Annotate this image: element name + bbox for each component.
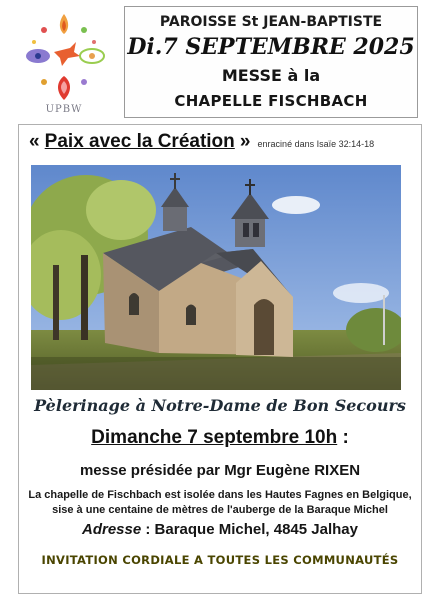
address-value: : Baraque Michel, 4845 Jalhay: [141, 521, 358, 538]
schedule-line: [19, 427, 421, 449]
pilgrimage-title: Pèlerinage à Notre-Dame de Bon Secours: [34, 396, 406, 415]
open-quote: «: [29, 131, 40, 152]
mass-label: MESSE à la: [221, 66, 321, 85]
schedule-suffix: :: [337, 427, 349, 448]
main-flyer-box: [18, 124, 422, 594]
address-label: Adresse: [82, 521, 142, 538]
theme-line: [29, 131, 413, 153]
description-line-2: sise à une centaine de mètres de l'auberge de la Baraque Michel: [52, 504, 388, 516]
chapel-description: [25, 488, 415, 518]
upbw-logo: [14, 8, 114, 120]
header-box: [124, 6, 418, 118]
presided-by: messe présidée par Mgr Eugène RIXEN: [79, 462, 361, 479]
theme-title: Paix avec la Création: [44, 131, 235, 152]
event-date: Di.7 SEPTEMBRE 2025: [127, 34, 415, 60]
schedule-when: Dimanche 7 septembre 10h: [91, 427, 338, 448]
chapel-name: CHAPELLE FISCHBACH: [174, 92, 368, 110]
description-line-1: La chapelle de Fischbach est isolée dans les Hautes Fagnes en Belgique,: [28, 489, 412, 501]
invitation-text: INVITATION CORDIALE A TOUTES LES COMMUNAUTÉS: [41, 553, 399, 567]
cross-of-flames-icon: [14, 8, 114, 104]
logo-text: UPBW: [45, 104, 83, 115]
scripture-reference: enraciné dans Isaïe 32:14-18: [257, 139, 375, 149]
parish-name: PAROISSE St JEAN-BAPTISTE: [159, 14, 383, 30]
chapel-photo: [31, 165, 401, 390]
close-quote: »: [239, 131, 251, 152]
address-line: [19, 521, 421, 538]
